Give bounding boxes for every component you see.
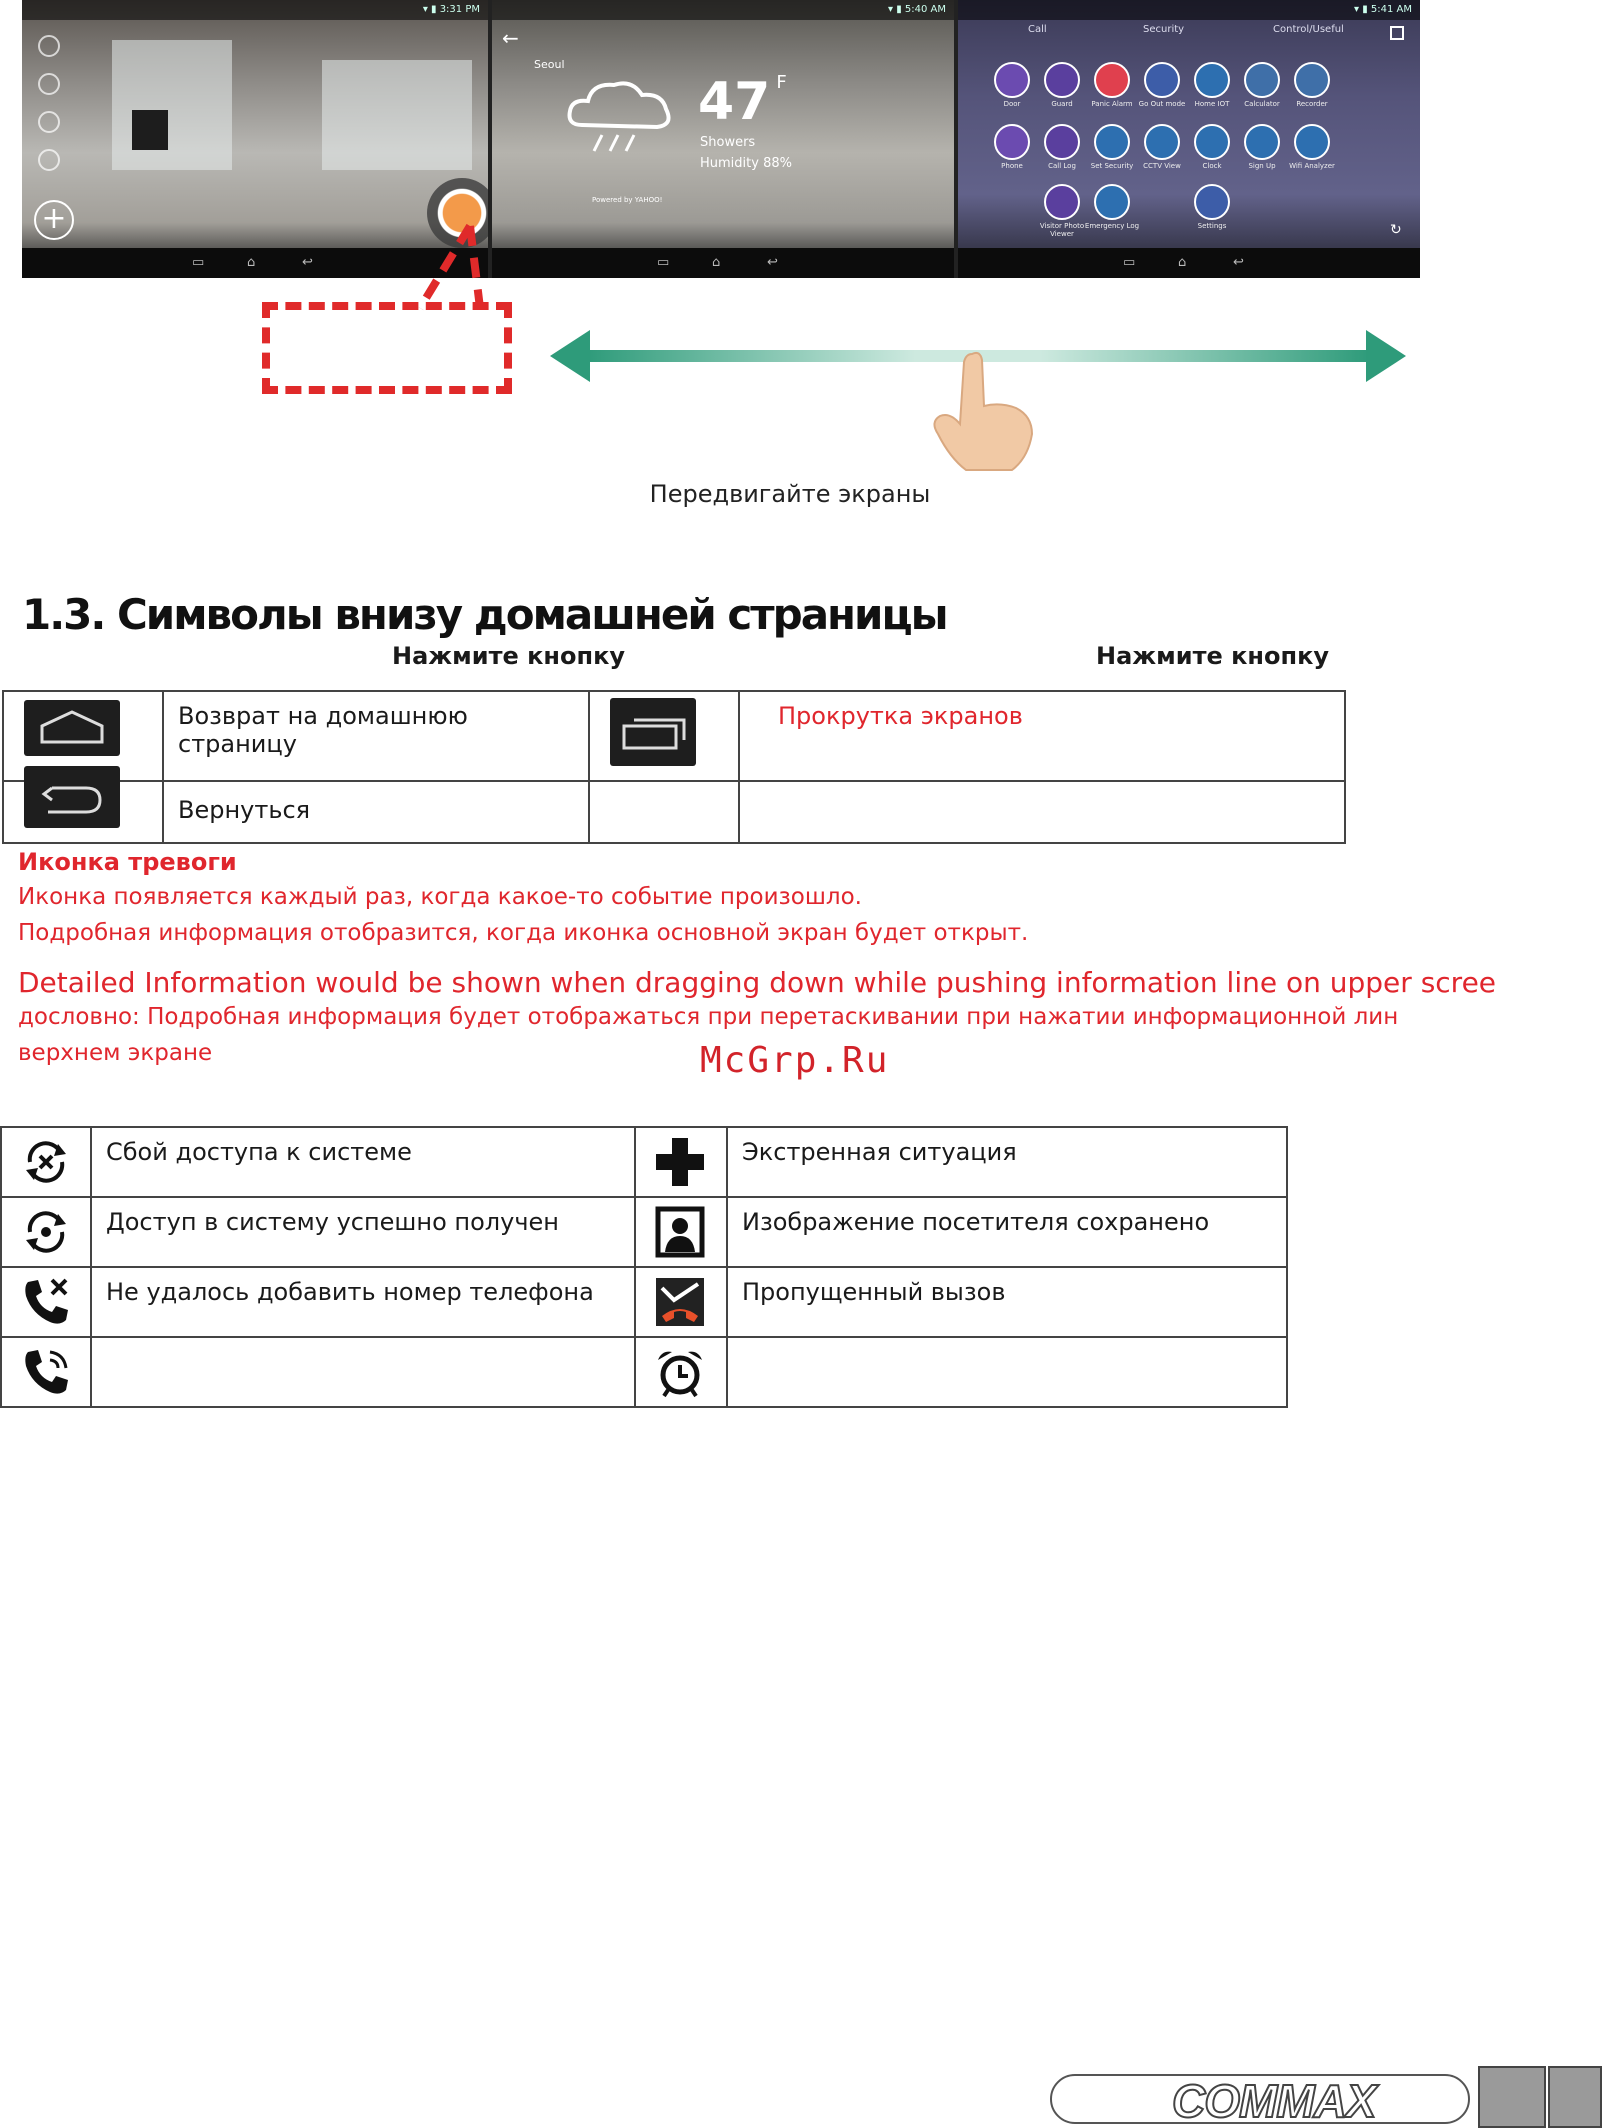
page-tab-box — [1478, 2066, 1546, 2128]
phone-add-failed-icon — [2, 1268, 90, 1336]
app-label: Home IOT — [1194, 100, 1230, 108]
app-label: Guard — [1051, 100, 1073, 108]
status-icons-table — [0, 1126, 1288, 1408]
brand-logo: COMMAX — [1172, 2075, 1376, 2127]
icon-cell — [635, 1197, 727, 1267]
app-label: Calculator — [1244, 100, 1280, 108]
status-desc: Изображение посетителя сохранено — [727, 1197, 1287, 1267]
app-label: Recorder — [1296, 100, 1328, 108]
callout-box — [262, 302, 512, 394]
apps-screen-shot — [958, 0, 1420, 278]
alarm-line-1: Иконка появляется каждый раз, когда какое-то событие произошло. — [18, 884, 862, 910]
app-label: Door — [1003, 100, 1021, 108]
icon-cell — [635, 1267, 727, 1337]
phone-ringing-icon — [2, 1338, 90, 1406]
empty-cell — [739, 781, 1345, 843]
nav-bar — [492, 248, 954, 278]
back-button-desc: Вернуться — [163, 781, 589, 843]
app-icon[interactable] — [1144, 62, 1180, 98]
empty-cell — [589, 781, 739, 843]
nav-buttons-table — [2, 690, 1346, 844]
weather-screen-shot — [492, 0, 954, 278]
app-icon[interactable] — [994, 124, 1030, 160]
room-window — [322, 60, 472, 170]
side-dock — [34, 35, 64, 185]
emergency-cross-icon — [636, 1128, 724, 1196]
nav-bar — [958, 248, 1420, 278]
status-desc — [91, 1337, 635, 1407]
recent-apps-icon[interactable]: ▭ — [657, 255, 670, 270]
home-icon[interactable]: ⌂ — [1178, 255, 1187, 270]
grid-icon[interactable] — [1390, 26, 1404, 40]
status-desc: Экстренная ситуация — [727, 1127, 1287, 1197]
alarm-literal-2: верхнем экране — [18, 1040, 213, 1066]
alarm-line-2: Подробная информация отобразится, когда иконка основной экран будет открыт. — [18, 920, 1029, 946]
app-icon[interactable] — [1044, 62, 1080, 98]
recent-apps-icon[interactable]: ▭ — [192, 255, 205, 270]
temperature: 47 $^F$ — [698, 72, 787, 132]
app-icon[interactable] — [1094, 184, 1130, 220]
app-label: Set Security — [1090, 162, 1134, 170]
recent-button-desc: Прокрутка экранов — [739, 691, 1345, 781]
table-row — [1, 1337, 1287, 1407]
tab-security[interactable]: Security — [1143, 24, 1185, 35]
icon-cell — [1, 1197, 91, 1267]
wall-panel — [132, 110, 168, 150]
app-icon[interactable] — [1144, 124, 1180, 160]
back-button-icon — [24, 766, 120, 828]
back-arrow-icon[interactable]: ← — [502, 26, 519, 50]
app-icon[interactable] — [1194, 184, 1230, 220]
icon-cell — [635, 1337, 727, 1407]
recent-button-cell — [589, 691, 739, 781]
app-icon[interactable] — [994, 62, 1030, 98]
swipe-caption: Передвигайте экраны — [649, 480, 931, 508]
watermark: McGrp.Ru — [700, 1040, 890, 1081]
status-desc — [727, 1337, 1287, 1407]
add-icon[interactable]: + — [34, 200, 74, 240]
access-failed-icon — [2, 1128, 90, 1196]
back-button-cell — [3, 781, 163, 843]
weather-provider: Powered by YAHOO! — [592, 196, 663, 204]
refresh-icon[interactable]: ↻ — [1390, 222, 1402, 238]
table-row — [1, 1267, 1287, 1337]
app-icon[interactable] — [1194, 62, 1230, 98]
rain-cloud-icon — [562, 75, 682, 155]
app-icon[interactable] — [1044, 124, 1080, 160]
table-row — [1, 1197, 1287, 1267]
room-window — [112, 40, 232, 170]
app-icon[interactable] — [1094, 62, 1130, 98]
home-button-icon — [24, 700, 120, 756]
app-icon[interactable] — [1244, 124, 1280, 160]
icon-cell — [635, 1127, 727, 1197]
section-title: 1.3. Символы внизу домашней страницы — [22, 590, 947, 639]
status-bar: ▾ ▮ 5:40 AM — [492, 0, 954, 20]
home-button-desc: Возврат на домашнюю страницу — [163, 691, 589, 781]
status-desc: Не удалось добавить номер телефона — [91, 1267, 635, 1337]
app-label: Settings — [1197, 222, 1227, 230]
app-label: Call Log — [1048, 162, 1076, 170]
app-label: Panic Alarm — [1091, 100, 1133, 108]
app-label: Wifi Analyzer — [1289, 162, 1335, 170]
icon-cell — [1, 1267, 91, 1337]
app-label: Sign Up — [1248, 162, 1276, 170]
table-row — [1, 1127, 1287, 1197]
app-icon[interactable] — [1294, 124, 1330, 160]
app-icon[interactable] — [1244, 62, 1280, 98]
app-label: Clock — [1202, 162, 1222, 170]
app-icon[interactable] — [1294, 62, 1330, 98]
visitor-photo-icon — [636, 1198, 724, 1266]
status-desc: Доступ в систему успешно получен — [91, 1197, 635, 1267]
tab-call[interactable]: Call — [1028, 24, 1047, 35]
back-icon[interactable]: ↩ — [1233, 255, 1244, 270]
weather-city: Seoul — [534, 58, 565, 71]
app-icon[interactable] — [1094, 124, 1130, 160]
tab-control-useful[interactable]: Control/Useful — [1273, 24, 1344, 35]
app-label: Go Out mode — [1138, 100, 1186, 108]
status-desc: Пропущенный вызов — [727, 1267, 1287, 1337]
app-label: CCTV View — [1143, 162, 1181, 170]
status-desc: Сбой доступа к системе — [91, 1127, 635, 1197]
back-icon[interactable]: ↩ — [302, 255, 313, 270]
app-label: Emergency Log — [1084, 222, 1140, 230]
app-icon[interactable] — [1044, 184, 1080, 220]
status-bar: ▾ ▮ 3:31 PM — [22, 0, 488, 20]
status-bar: ▾ ▮ 5:41 AM — [958, 0, 1420, 20]
press-button-label-left: Нажмите кнопку — [392, 642, 626, 670]
alarm-heading: Иконка тревоги — [18, 848, 237, 876]
icon-cell — [1, 1337, 91, 1407]
weather-condition: Showers — [700, 135, 756, 150]
access-success-icon — [2, 1198, 90, 1266]
weather-humidity: Humidity 88% — [700, 156, 792, 171]
recent-apps-button-icon — [610, 698, 696, 766]
hand-swipe-icon — [920, 346, 1050, 476]
alarm-literal-1: дословно: Подробная информация будет отображаться при перетаскивании при нажатии информационной лин — [18, 1004, 1399, 1030]
table-row — [3, 781, 1345, 843]
app-label: Visitor Photo Viewer — [1039, 222, 1085, 238]
press-button-label-right: Нажмите кнопку — [1096, 642, 1330, 670]
page-tab-box — [1548, 2066, 1602, 2128]
icon-cell — [1, 1127, 91, 1197]
home-icon[interactable]: ⌂ — [712, 255, 721, 270]
missed-call-icon — [636, 1268, 724, 1336]
app-icon[interactable] — [1194, 124, 1230, 160]
home-icon[interactable]: ⌂ — [247, 255, 256, 270]
alarm-english: Detailed Information would be shown when dragging down while pushing information line on upper scree — [18, 966, 1497, 999]
device-screenshots — [22, 0, 1420, 278]
app-label: Phone — [1001, 162, 1023, 170]
alarm-clock-icon — [636, 1338, 724, 1406]
back-icon[interactable]: ↩ — [767, 255, 778, 270]
recent-apps-icon[interactable]: ▭ — [1123, 255, 1136, 270]
table-row — [3, 691, 1345, 781]
